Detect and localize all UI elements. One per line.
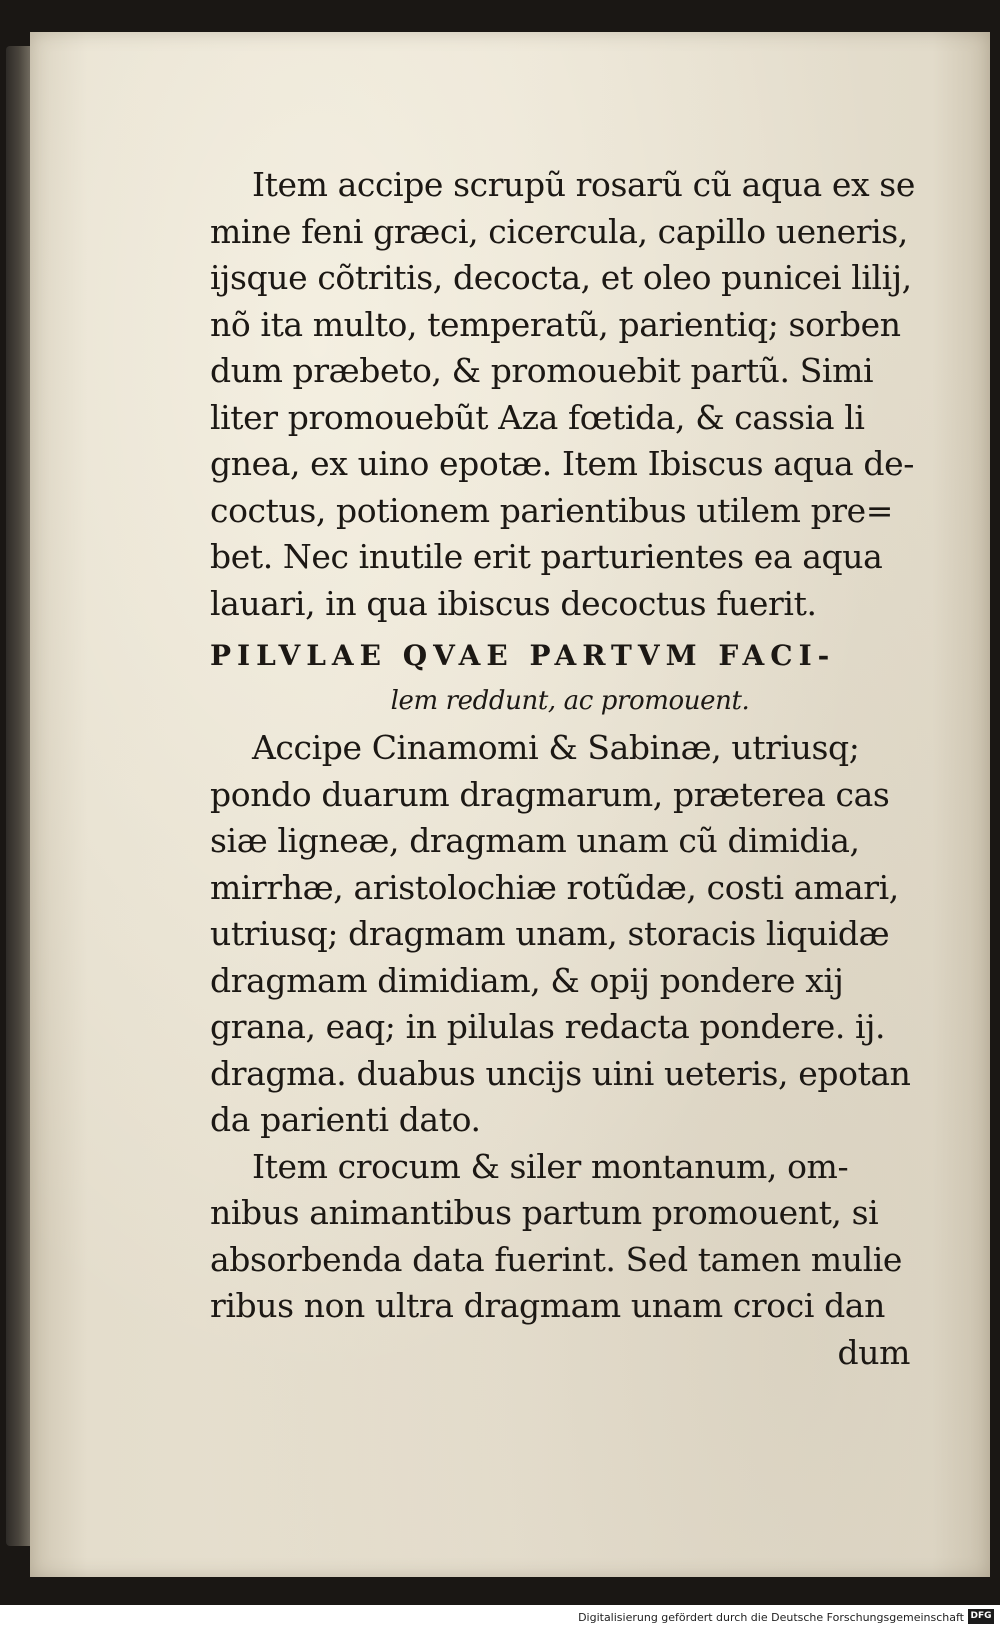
text-line: pondo duarum dragmarum, præterea cas	[210, 774, 890, 814]
text-line: siæ ligneæ, dragmam unam cũ dimidia,	[210, 821, 860, 860]
text-line: Accipe Cinamomi & Sabinæ, utriusq;	[252, 728, 860, 767]
text-line: gnea, ex uino epotæ. Item Ibiscus aqua de-	[210, 444, 915, 483]
text-line: dragma. duabus uncijs uini ueteris, epotan	[210, 1053, 911, 1093]
text-line: nibus animantibus partum promouent, si	[210, 1193, 879, 1232]
page-text	[210, 162, 915, 1376]
text-line: mine feni græci, cicercula, capillo ueneris,	[210, 211, 908, 251]
text-line: ribus non ultra dragmam unam croci dan	[210, 1286, 885, 1325]
text-line: Item crocum & siler montanum, om-	[252, 1146, 849, 1186]
text-line: bet. Nec inutile erit parturientes ea aqua	[210, 537, 883, 576]
text-line: utriusq; dragmam unam, storacis liquidæ	[210, 914, 890, 953]
section-heading: PILVLAE QVAE PARTVM FACI-	[210, 639, 836, 672]
text-line: liter promouebũt Aza fœtida, & cassia li	[210, 397, 865, 437]
text-line: Item accipe scrupũ rosarũ cũ aqua ex se	[252, 165, 915, 204]
text-line: nõ ita multo, temperatũ, parientiq; sorben	[210, 304, 901, 344]
text-line: absorbenda data fuerint. Sed tamen mulie	[210, 1239, 903, 1279]
section-subheading: lem reddunt, ac promouent.	[390, 686, 750, 716]
text-line: grana, eaq; in pilulas redacta pondere. ij.	[210, 1007, 886, 1046]
funding-credit: Digitalisierung gefördert durch die Deutsche Forschungsgemeinschaft	[578, 1611, 964, 1624]
text-line: ijsque cõtritis, decocta, et oleo punicei lilij,	[210, 258, 912, 297]
catchword: dum	[837, 1332, 910, 1372]
text-line: coctus, potionem parientibus utilem pre=	[210, 490, 894, 530]
dfg-logo: DFG	[968, 1609, 994, 1624]
book-page	[30, 32, 990, 1577]
text-line: mirrhæ, aristolochiæ rotũdæ, costi amari,	[210, 867, 899, 907]
text-line: lauari, in qua ibiscus decoctus fuerit.	[210, 583, 817, 623]
text-line: da parienti dato.	[210, 1100, 481, 1139]
text-line: dum præbeto, & promouebit partũ. Simi	[210, 351, 874, 390]
text-line: dragmam dimidiam, & opij pondere xij	[210, 960, 844, 1000]
